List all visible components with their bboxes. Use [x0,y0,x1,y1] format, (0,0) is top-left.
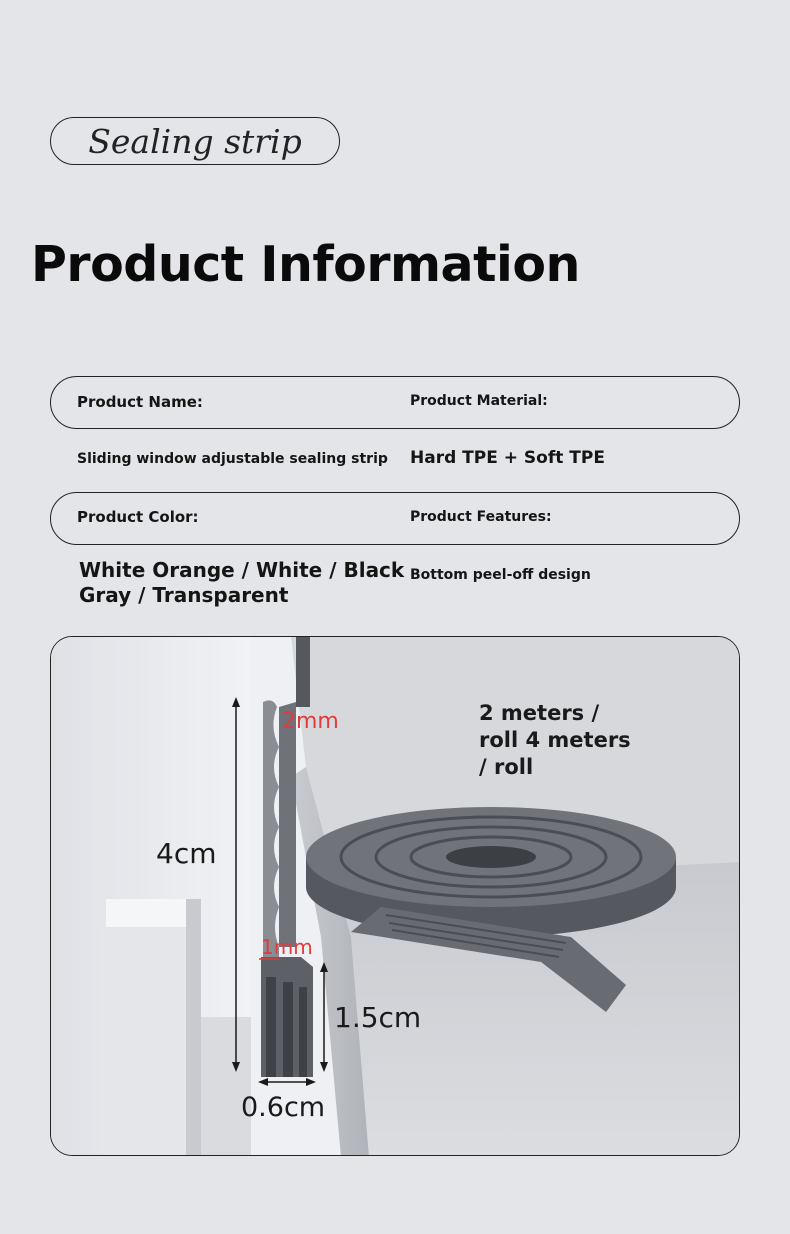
product-color-value-line2: Gray / Transparent [79,583,289,607]
strip-fin-1 [266,977,276,1077]
badge-text: Sealing strip [88,121,302,161]
strip-fin-2 [283,982,293,1077]
dim-label-1mm: 1mm [261,935,313,959]
strip-fin-3 [299,987,307,1077]
sill-block-side [186,899,201,1156]
product-illustration [50,636,740,1156]
strip-body [279,702,296,947]
product-badge [50,117,340,165]
product-material-value: Hard TPE + Soft TPE [410,448,605,468]
product-features-value: Bottom peel-off design [410,567,591,583]
sill-step [201,1017,251,1156]
product-color-label: Product Color: [77,508,199,526]
length-line-3: / roll [479,755,534,779]
length-line-1: 2 meters / [479,701,600,725]
product-color-value-line1: White Orange / White / Black [79,558,405,582]
product-name-label: Product Name: [77,393,203,411]
sill-block-top [106,899,186,927]
page-title: Product Information [31,236,580,293]
dim-label-4cm: 4cm [156,837,217,870]
dim-label-15cm: 1.5cm [334,1001,422,1034]
product-name-value: Sliding window adjustable sealing strip [77,451,388,467]
dim-label-2mm: 2mm [282,709,339,734]
length-label [479,700,631,781]
dim-label-06cm: 0.6cm [241,1092,326,1123]
product-features-label: Product Features: [410,509,552,525]
sill-block-front [101,927,186,1156]
brush-top [296,637,310,707]
product-drawing [51,637,740,1156]
product-material-label: Product Material: [410,393,548,409]
length-line-2: roll 4 meters [479,728,631,752]
